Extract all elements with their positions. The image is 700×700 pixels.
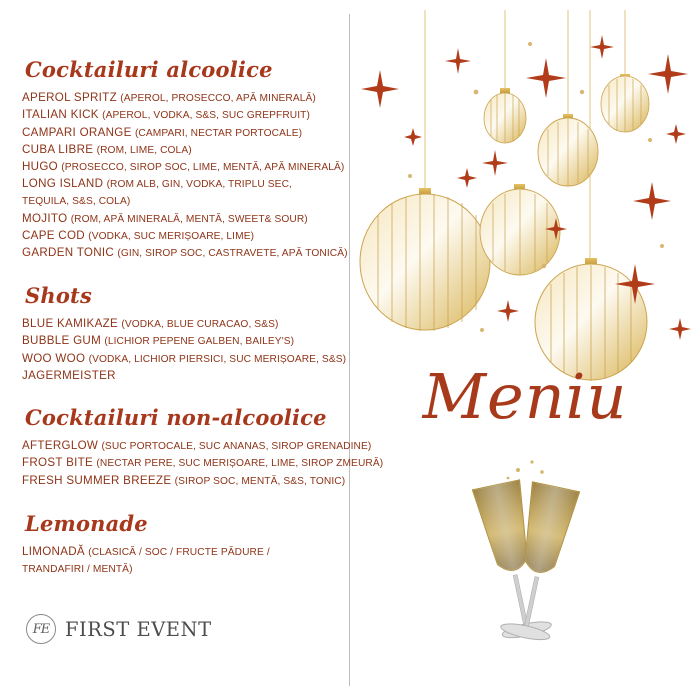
list-item — [22, 107, 349, 124]
item-desc: (NECTAR PERE, SUC MERIȘOARE, LIME, SIROP ZMEURĂ) — [96, 458, 384, 470]
section-title: Cocktailuri non-alcoolice — [25, 405, 327, 431]
item-name: BLUE KAMIKAZE — [22, 317, 119, 331]
list-item — [22, 351, 349, 368]
champagne-glasses-illustration — [350, 0, 700, 700]
menu-right-column — [350, 0, 700, 700]
menu-section-shots — [22, 284, 349, 384]
monogram-icon — [26, 614, 56, 644]
section-title: Cocktailuri alcoolice — [25, 57, 273, 82]
list-item — [22, 473, 349, 490]
brand-name: FIRST EVENT — [65, 617, 212, 641]
item-name: CAMPARI ORANGE — [22, 125, 132, 139]
section-item-list — [22, 438, 384, 490]
list-item — [22, 438, 372, 455]
item-desc: TEQUILA, S&S, COLA) — [22, 196, 131, 208]
item-name: APEROL SPRITZ — [22, 91, 117, 105]
item-desc: (APEROL, PROSECCO, APĂ MINERALĂ) — [120, 93, 316, 105]
item-desc: (GIN, SIROP SOC, CASTRAVETE, APĂ TONICĂ) — [117, 247, 348, 259]
list-item — [22, 316, 349, 333]
item-name: FRESH SUMMER BREEZE — [22, 473, 172, 487]
item-name: FROST BITE — [22, 456, 94, 470]
menu-section-cocktailuri-alcoolice — [22, 58, 349, 262]
item-desc: (APEROL, VODKA, S&S, SUC GREPFRUIT) — [102, 110, 310, 122]
section-title: Shots — [25, 283, 92, 309]
item-desc: (VODKA, BLUE CURACAO, S&S) — [121, 319, 279, 331]
item-desc: (CLASICĂ / SOC / FRUCTE PĂDURE / — [88, 546, 270, 558]
list-item — [22, 245, 349, 262]
item-desc: (ROM, APĂ MINERALĂ, MENTĂ, SWEET& SOUR) — [70, 213, 308, 225]
list-item — [22, 125, 349, 142]
section-item-list — [22, 544, 349, 578]
item-name: HUGO — [22, 159, 58, 173]
brand-logo — [26, 614, 212, 644]
item-name: CUBA LIBRE — [22, 142, 94, 156]
item-desc: (ROM, LIME, COLA) — [96, 144, 192, 156]
item-name: AFTERGLOW — [22, 439, 99, 453]
list-item — [22, 90, 349, 107]
list-item — [22, 333, 349, 350]
section-title: Lemonade — [25, 510, 148, 536]
page-title: Meniu — [422, 360, 628, 433]
item-name: WOO WOO — [22, 351, 86, 365]
monogram-text: FE — [32, 621, 50, 637]
list-item — [22, 142, 349, 159]
list-item — [22, 228, 349, 245]
list-item — [22, 211, 349, 228]
item-name: GARDEN TONIC — [22, 245, 115, 259]
item-desc: TRANDAFIRI / MENTĂ) — [22, 564, 133, 576]
list-item — [22, 193, 349, 210]
list-item — [22, 368, 349, 384]
list-item — [22, 176, 349, 193]
list-item — [22, 159, 349, 176]
menu-section-cocktailuri-non-alcoolice — [22, 405, 384, 490]
item-desc: (CAMPARI, NECTAR PORTOCALE) — [134, 127, 303, 139]
item-desc: (VODKA, SUC MERIȘOARE, LIME) — [88, 230, 255, 242]
item-name: ITALIAN KICK — [22, 108, 99, 122]
item-desc: (VODKA, LICHIOR PIERSICI, SUC MERIȘOARE, S&S) — [88, 353, 347, 365]
list-item — [22, 561, 349, 578]
item-name: LIMONADĂ — [22, 544, 85, 558]
item-name: LONG ISLAND — [22, 177, 104, 191]
bubbles-icon — [507, 460, 544, 479]
item-desc: (LICHIOR PEPENE GALBEN, BAILEY'S) — [104, 336, 295, 348]
item-desc: (ROM ALB, GIN, VODKA, TRIPLU SEC, — [106, 179, 292, 191]
item-desc: (PROSECCO, SIROP SOC, LIME, MENTĂ, APĂ MINERALĂ) — [61, 161, 345, 173]
item-name: JAGERMEISTER — [22, 368, 116, 382]
item-name: CAPE COD — [22, 228, 85, 242]
menu-section-lemonade — [22, 512, 349, 579]
section-item-list — [22, 90, 349, 262]
item-name: BUBBLE GUM — [22, 334, 102, 348]
item-desc: (SUC PORTOCALE, SUC ANANAS, SIROP GRENADINE) — [101, 441, 372, 453]
list-item — [22, 455, 384, 472]
item-name: MOJITO — [22, 211, 68, 225]
item-desc: (SIROP SOC, MENTĂ, S&S, TONIC) — [174, 475, 346, 487]
list-item — [22, 544, 349, 561]
section-item-list — [22, 316, 349, 384]
